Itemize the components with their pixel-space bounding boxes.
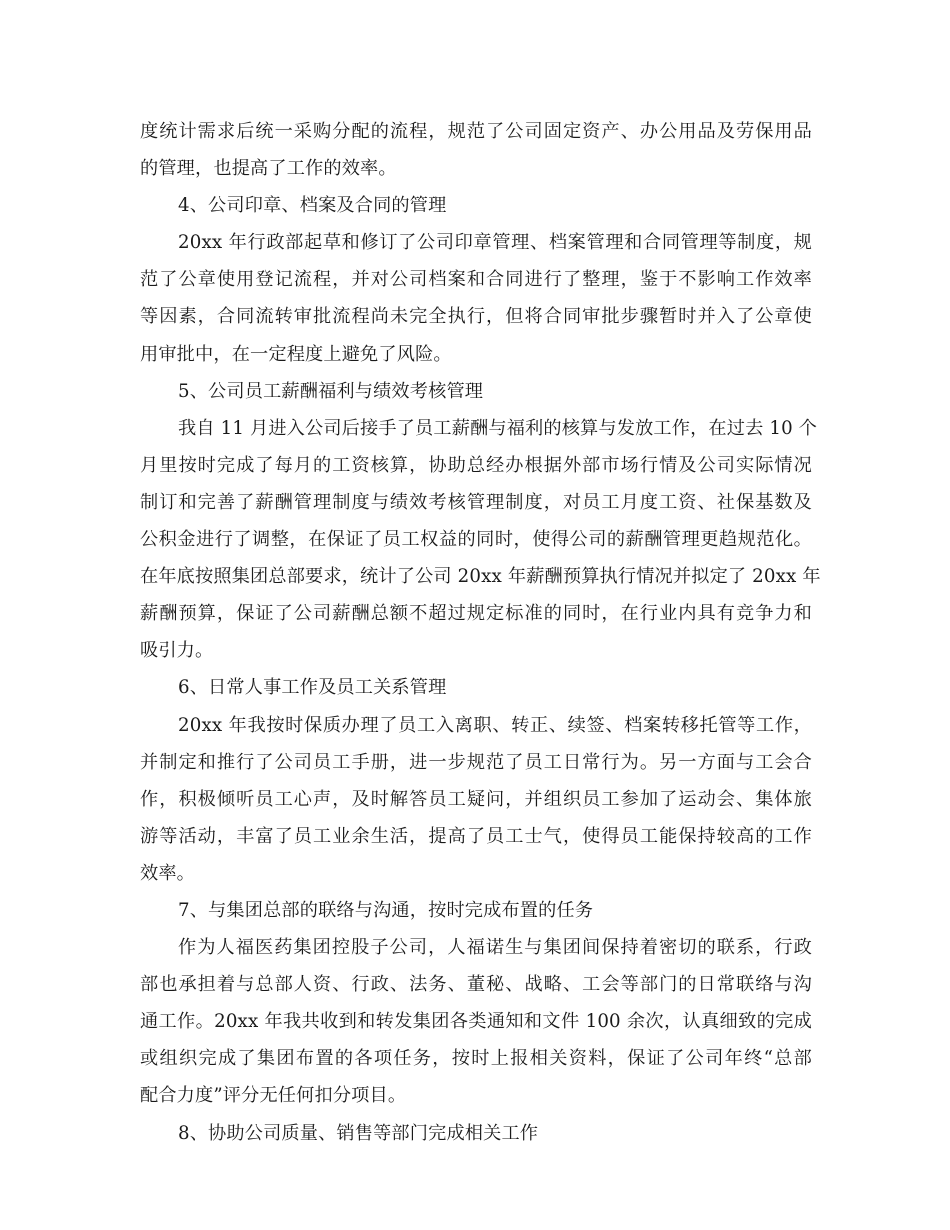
paragraph-line: 度统计需求后统一采购分配的流程，规范了公司固定资产、办公用品及劳保用品 <box>140 121 812 142</box>
paragraph-line: 或组织完成了集团布置的各项任务，按时上报相关资料，保证了公司年终“总部 <box>140 1048 812 1070</box>
paragraph-line: 我自 11 月进入公司后接手了员工薪酬与福利的核算与发放工作，在过去 10 个 <box>178 417 818 439</box>
paragraph-line: 公积金进行了调整，在保证了员工权益的同时，使得公司的薪酬管理更趋规范化。 <box>140 529 812 551</box>
document-body <box>140 113 821 1152</box>
paragraph-line: 游等活动，丰富了员工业余生活，提高了员工士气，使得员工能保持较高的工作 <box>140 825 812 847</box>
paragraph-line: 制订和完善了薪酬管理制度与绩效考核管理制度，对员工月度工资、社保基数及 <box>140 491 812 513</box>
paragraph-line: 并制定和推行了公司员工手册，进一步规范了员工日常行为。另一方面与工会合 <box>140 751 812 773</box>
paragraph-line: 通工作。20xx 年我共收到和转发集团各类通知和文件 100 余次，认真细致的完成 <box>140 1011 812 1033</box>
paragraph-line: 效率。 <box>140 862 196 884</box>
section-heading: 7、与集团总部的联络与沟通，按时完成布置的任务 <box>178 899 594 921</box>
paragraph-line: 配合力度”评分无任何扣分项目。 <box>140 1085 407 1107</box>
paragraph-line: 部也承担着与总部人资、行政、法务、董秘、战略、工会等部门的日常联络与沟 <box>140 974 812 996</box>
paragraph-line: 吸引力。 <box>140 640 214 662</box>
section-heading: 4、公司印章、档案及合同的管理 <box>178 195 447 217</box>
section-heading: 5、公司员工薪酬福利与绩效考核管理 <box>178 380 484 402</box>
paragraph-line: 范了公章使用登记流程，并对公司档案和合同进行了整理，鉴于不影响工作效率 <box>140 269 812 291</box>
paragraph-line: 月里按时完成了每月的工资核算，协助总经办根据外部市场行情及公司实际情况 <box>140 454 812 476</box>
paragraph-line: 在年底按照集团总部要求，统计了公司 20xx 年薪酬预算执行情况并拟定了 20xx 年 <box>140 566 821 588</box>
paragraph-line: 等因素，合同流转审批流程尚未完全执行，但将合同审批步骤暂时并入了公章使 <box>140 306 812 328</box>
section-heading: 6、日常人事工作及员工关系管理 <box>178 677 447 699</box>
paragraph-line: 作，积极倾听员工心声，及时解答员工疑问，并组织员工参加了运动会、集体旅 <box>140 788 812 810</box>
paragraph-line: 的管理，也提高了工作的效率。 <box>140 158 397 180</box>
paragraph-line: 用审批中，在一定程度上避免了风险。 <box>140 343 452 365</box>
paragraph-line: 20xx 年行政部起草和修订了公司印章管理、档案管理和合同管理等制度，规 <box>178 232 812 254</box>
paragraph-line: 作为人福医药集团控股子公司，人福诺生与集团间保持着密切的联系，行政 <box>178 937 812 959</box>
paragraph-line: 薪酬预算，保证了公司薪酬总额不超过规定标准的同时，在行业内具有竞争力和 <box>140 603 812 625</box>
section-heading: 8、协助公司质量、销售等部门完成相关工作 <box>178 1122 539 1144</box>
paragraph-line: 20xx 年我按时保质办理了员工入离职、转正、续签、档案转移托管等工作， <box>178 714 812 736</box>
